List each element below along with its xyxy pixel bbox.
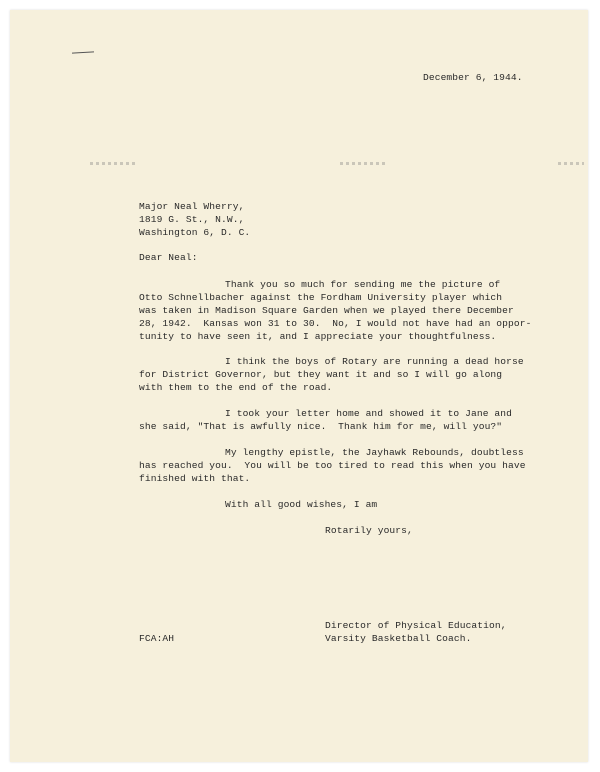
- recipient-street: 1819 G. St., N.W.,: [139, 214, 245, 225]
- recipient-city: Washington 6, D. C.: [139, 227, 251, 238]
- paragraph-line: has reached you. You will be too tired to read this when you have: [139, 460, 526, 471]
- paragraph-line: with them to the end of the road.: [139, 382, 333, 393]
- paragraph-line: Thank you so much for sending me the picture of: [225, 279, 501, 290]
- paragraph-line: Otto Schnellbacher against the Fordham University player which: [139, 292, 503, 303]
- paragraph-line: she said, "That is awfully nice. Thank him for me, will you?": [139, 421, 503, 432]
- recipient-name: Major Neal Wherry,: [139, 201, 245, 212]
- paragraph-line: finished with that.: [139, 473, 251, 484]
- paragraph-line: My lengthy epistle, the Jayhawk Rebounds, doubtless: [225, 447, 524, 458]
- paragraph-line: tunity to have seen it, and I appreciate your thoughtfulness.: [139, 331, 497, 342]
- signature-subtitle: Varsity Basketball Coach.: [325, 633, 472, 644]
- salutation: Dear Neal:: [139, 252, 198, 263]
- paragraph-line: I think the boys of Rotary are running a dead horse: [225, 356, 524, 367]
- signature-title: Director of Physical Education,: [325, 620, 507, 631]
- paragraph-line: was taken in Madison Square Garden when we played there December: [139, 305, 514, 316]
- pen-mark: [72, 51, 94, 53]
- typist-initials: FCA:AH: [139, 633, 175, 644]
- faint-smudge: [340, 162, 385, 165]
- paragraph-line: for District Governor, but they want it and so I will go along: [139, 369, 503, 380]
- faint-smudge: [558, 162, 584, 165]
- closing-line: With all good wishes, I am: [225, 499, 378, 510]
- faint-smudge: [90, 162, 135, 165]
- paragraph-line: I took your letter home and showed it to Jane and: [225, 408, 513, 419]
- complimentary-close: Rotarily yours,: [325, 525, 413, 536]
- letter-page: [10, 10, 588, 762]
- paragraph-line: 28, 1942. Kansas won 31 to 30. No, I would not have had an oppor-: [139, 318, 532, 329]
- letter-date: December 6, 1944.: [423, 72, 523, 83]
